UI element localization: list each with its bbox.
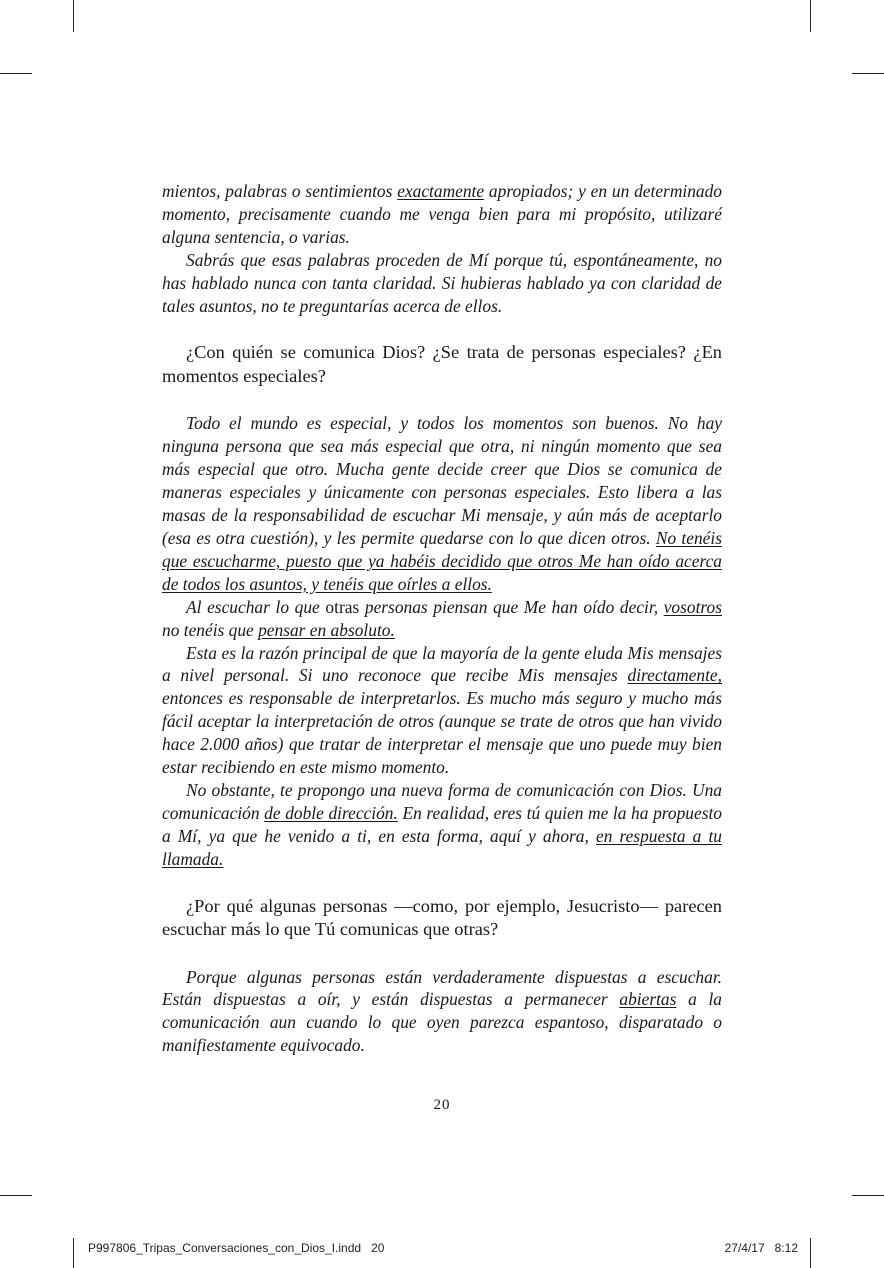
underlined-text: exactamente [397,181,485,201]
slug-filename: P997806_Tripas_Conversaciones_con_Dios_I.indd 20 [88,1241,385,1255]
text-run: ¿Con quién se comunica Dios? ¿Se trata de personas especiales? ¿En momentos especiales? [162,342,722,386]
text-run: personas piensan que Me han oído decir, [359,596,664,617]
crop-mark-bottom-left [73,1238,74,1268]
book-page-text [162,180,722,1057]
crop-mark-bottom-right [810,1238,811,1268]
underlined-text: en respuesta a tu llamada. [162,825,722,869]
crop-mark-top-right [810,0,811,32]
page-number: 20 [433,1097,451,1113]
upright-text: otras [325,596,360,617]
text-run: Sabrás que esas palabras proceden de Mí porque tú, espontáneamente, no has hablado nunca con tanta claridad. Si hubieras hablado ya con claridad de tales asuntos, no te preguntarías acerca de ellos. [162,249,722,316]
text-run: Todo el mundo es especial, y todos los momentos son buenos. No hay ninguna persona que sea más especial que otra, ni ningún momento que sea más especial que otro. Mucha gente decide creer que Dios se comunica de maneras especiales y únicamente con personas especiales. Esto libera a las masas de la responsabilidad de escuchar Mi mensaje, y aún más de aceptarlo (esa es otra cuestión), y les permite quedarse con lo que dicen otros. [162,413,722,548]
underlined-text: de doble dirección. [264,802,398,823]
paragraph-5 [162,642,722,779]
question-1 [162,341,722,388]
text-run: no tenéis que [162,619,259,640]
crop-mark-right-bottom [852,1195,884,1196]
text-run: ¿Por qué algunas personas —como, por ejemplo, Jesucristo— parecen escuchar más lo que Tú comunicas que otras? [162,895,722,940]
underlined-text: pensar en absoluto. [258,619,395,640]
crop-mark-right-top [852,73,884,74]
paragraph-7 [162,966,722,1058]
crop-mark-left-top [0,73,32,74]
underlined-text: vosotros [663,596,722,617]
text-run: Porque algunas personas están verdaderamente dispuestas a escuchar. Están dispuestas a oír, y están dispuestas a permanecer [162,966,722,1010]
paragraph-1 [162,180,722,249]
text-run: a la comunicación aun cuando lo que oyen parezca espantoso, disparatado o manifiestamente equivocado. [162,989,722,1056]
underlined-text: abiertas [619,989,677,1010]
text-run: Esta es la razón principal de que la mayoría de la gente eluda Mis mensajes a nivel personal. Si uno reconoce que recibe Mis mensajes [162,642,722,686]
paragraph-4 [162,596,722,642]
text-run: entonces es responsable de interpretarlos. Es mucho más seguro y mucho más fácil aceptar la interpretación de otros (aunque se trate de otros que han vivido hace 2.000 años) que tratar de interpretar el mensaje que uno puede muy bien estar recibiendo en este mismo momento. [162,688,722,778]
paragraph-6 [162,779,722,871]
text-run: apropiados; y en un determinado momento, precisamente cuando me venga bien para mi propósito, utilizaré alguna sentencia, o varias. [162,181,722,247]
underlined-text: directamente, [627,665,722,686]
crop-mark-left-bottom [0,1195,32,1196]
paragraph-2 [162,249,722,318]
crop-mark-top-left [73,0,74,32]
text-run: mientos, palabras o sentimientos [162,181,398,201]
slug-date: 27/4/17 8:12 [724,1241,798,1255]
paragraph-3 [162,412,722,595]
underlined-text: No tenéis que escucharme, puesto que ya habéis decidido que otros Me han oído acerca de todos los asuntos, y tenéis que oírles a ellos. [162,527,722,594]
text-run: No obstante, te propongo una nueva forma de comunicación con Dios. Una comunicación [162,779,722,823]
text-run: En realidad, eres tú quien me la ha propuesto a Mí, ya que he venido a ti, en esta forma, aquí y ahora, [162,802,722,846]
question-2 [162,895,722,942]
text-run: Al escuchar lo que [186,596,326,617]
